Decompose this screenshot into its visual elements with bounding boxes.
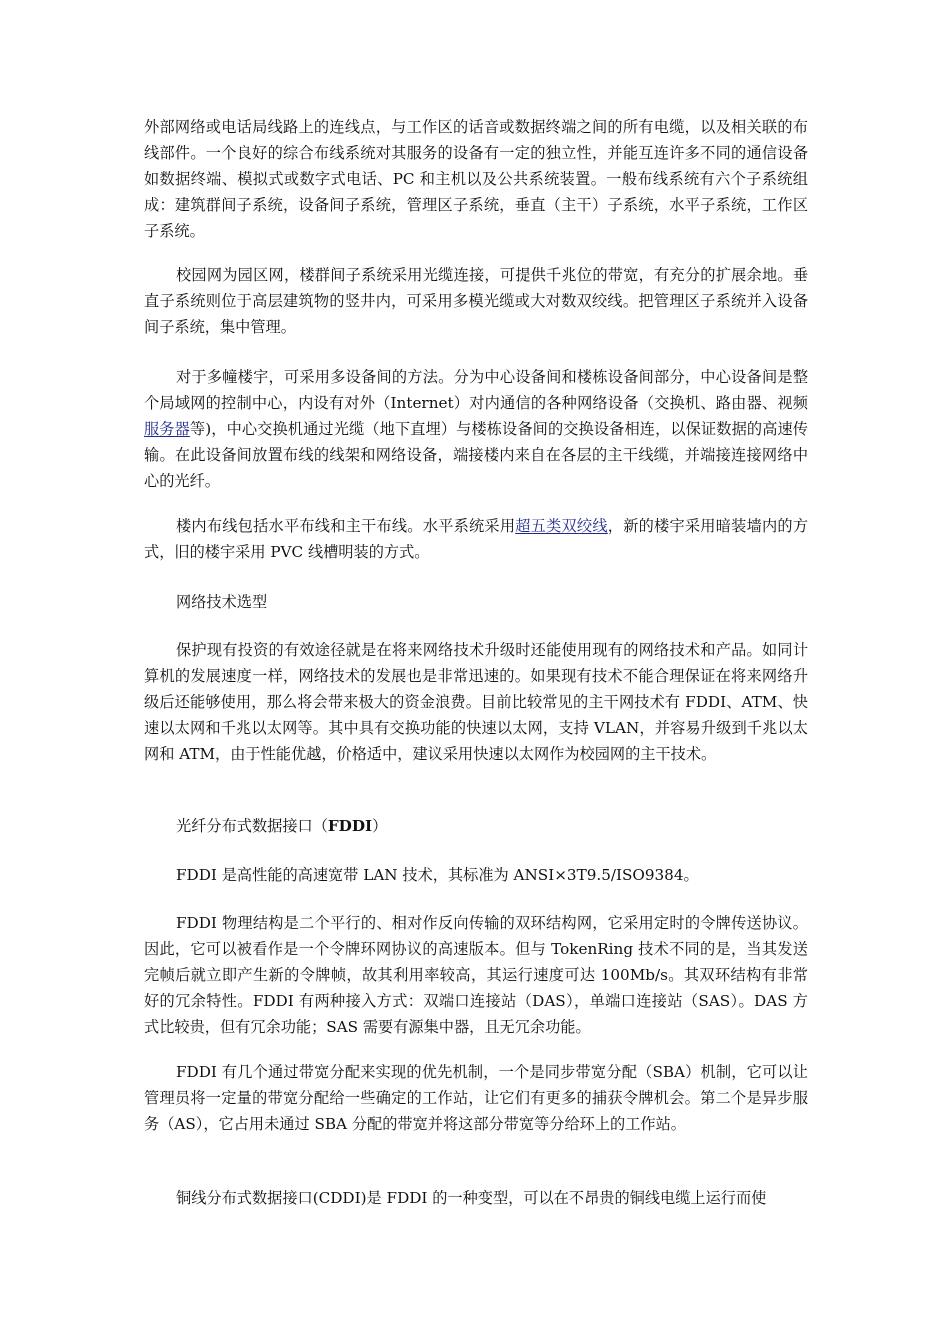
- section-heading-network-tech: 网络技术选型: [176, 593, 268, 611]
- paragraph-text: 对于多幢楼宇，可采用多设备间的方法。分为中心设备间和楼栋设备间部分，中心设备间是整个局域网的控制中心，内设有对外（Internet）对内通信的各种网络设备（交换机、路由器、视频: [144, 368, 808, 412]
- paragraph-investment-protection: 保护现有投资的有效途径就是在将来网络技术升级时还能使用现有的网络技术和产品。如同计算机的发展速度一样，网络技术的发展也是非常迅速的。如果现有技术不能合理保证在将来网络升级后还能够使用，那么将会带来极大的资金浪费。目前比较常见的主干网技术有 FDDI、ATM、快速以太网和千兆以太网等。其中具有交换功能的快速以太网，支持 VLAN，并容易升级到千兆以太网和 ATM，由于性能优越，价格适中，建议采用快速以太网作为校园网的主干技术。: [144, 641, 808, 763]
- paragraph-campus-network: 校园网为园区网，楼群间子系统采用光缆连接，可提供千兆位的带宽，有充分的扩展余地。垂直子系统则位于高层建筑物的竖井内，可采用多模光缆或大对数双绞线。把管理区子系统并入设备间子系统，集中管理。: [144, 266, 808, 336]
- paragraph-text: 等)，中心交换机通过光缆（地下直埋）与楼栋设备间的交换设备相连，以保证数据的高速传输。在此设备间放置布线的线架和网络设备，端接楼内来自在各层的主干线缆，并端接连接网络中心的光纤。: [144, 420, 808, 490]
- paragraph-text: ，新的楼宇采用暗装墙内的方式，旧的楼宇采用 PVC 线槽明装的方式。: [144, 517, 809, 561]
- paragraph-fddi-priority: FDDI 有几个通过带宽分配来实现的优先机制，一个是同步带宽分配（SBA）机制，它可以让管理员将一定量的带宽分配给一些确定的工作站，让它们有更多的捕获令牌机会。第二个是异步服务（AS），它占用未通过 SBA 分配的带宽并将这部分带宽等分给环上的工作站。: [144, 1063, 808, 1133]
- paragraph-fddi-structure: FDDI 物理结构是二个平行的、相对作反向传输的双环结构网，它采用定时的令牌传送协议。因此，它可以被看作是一个令牌环网协议的高速版本。但与 TokenRing 技术不同的是，当其发送完帧后就立即产生新的令牌帧，故其利用率较高，其运行速度可达 100Mb/s。其双环结构有非常好的冗余特性。FDDI 有两种接入方式：双端口连接站（DAS），单端口连接站（SAS）。DAS 方式比较贵，但有冗余功能；SAS 需要有源集中器，且无冗余功能。: [144, 914, 808, 1036]
- cat5e-twisted-pair-link[interactable]: 超五类双绞线: [515, 517, 608, 535]
- server-link[interactable]: 服务器: [144, 420, 190, 438]
- paragraph-cabling-overview: 外部网络或电话局线路上的连线点，与工作区的话音或数据终端之间的所有电缆，以及相关联的布线部件。一个良好的综合布线系统对其服务的设备有一定的独立性，并能互连许多不同的通信设备如数据终端、模拟式或数字式电话、PC 和主机以及公共系统装置。一般布线系统有六个子系统组成：建筑群间子系统，设备间子系统，管理区子系统，垂直（主干）子系统，水平子系统，工作区子系统。: [144, 118, 808, 240]
- paragraph-fddi-standard: FDDI 是高性能的高速宽带 LAN 技术，其标准为 ANSI×3T9.5/ISO9384。: [176, 866, 699, 884]
- heading-text: ）: [372, 817, 388, 835]
- paragraph-cddi: 铜线分布式数据接口(CDDI)是 FDDI 的一种变型，可以在不昂贵的铜线电缆上运行而使: [176, 1189, 767, 1207]
- paragraph-multi-building: [144, 364, 808, 494]
- section-heading-fddi: [176, 813, 387, 839]
- paragraph-text: 楼内布线包括水平布线和主干布线。水平系统采用: [176, 517, 516, 535]
- heading-text: 光纤分布式数据接口（: [176, 817, 328, 835]
- heading-acronym: FDDI: [327, 817, 373, 835]
- paragraph-building-cabling: [144, 513, 808, 565]
